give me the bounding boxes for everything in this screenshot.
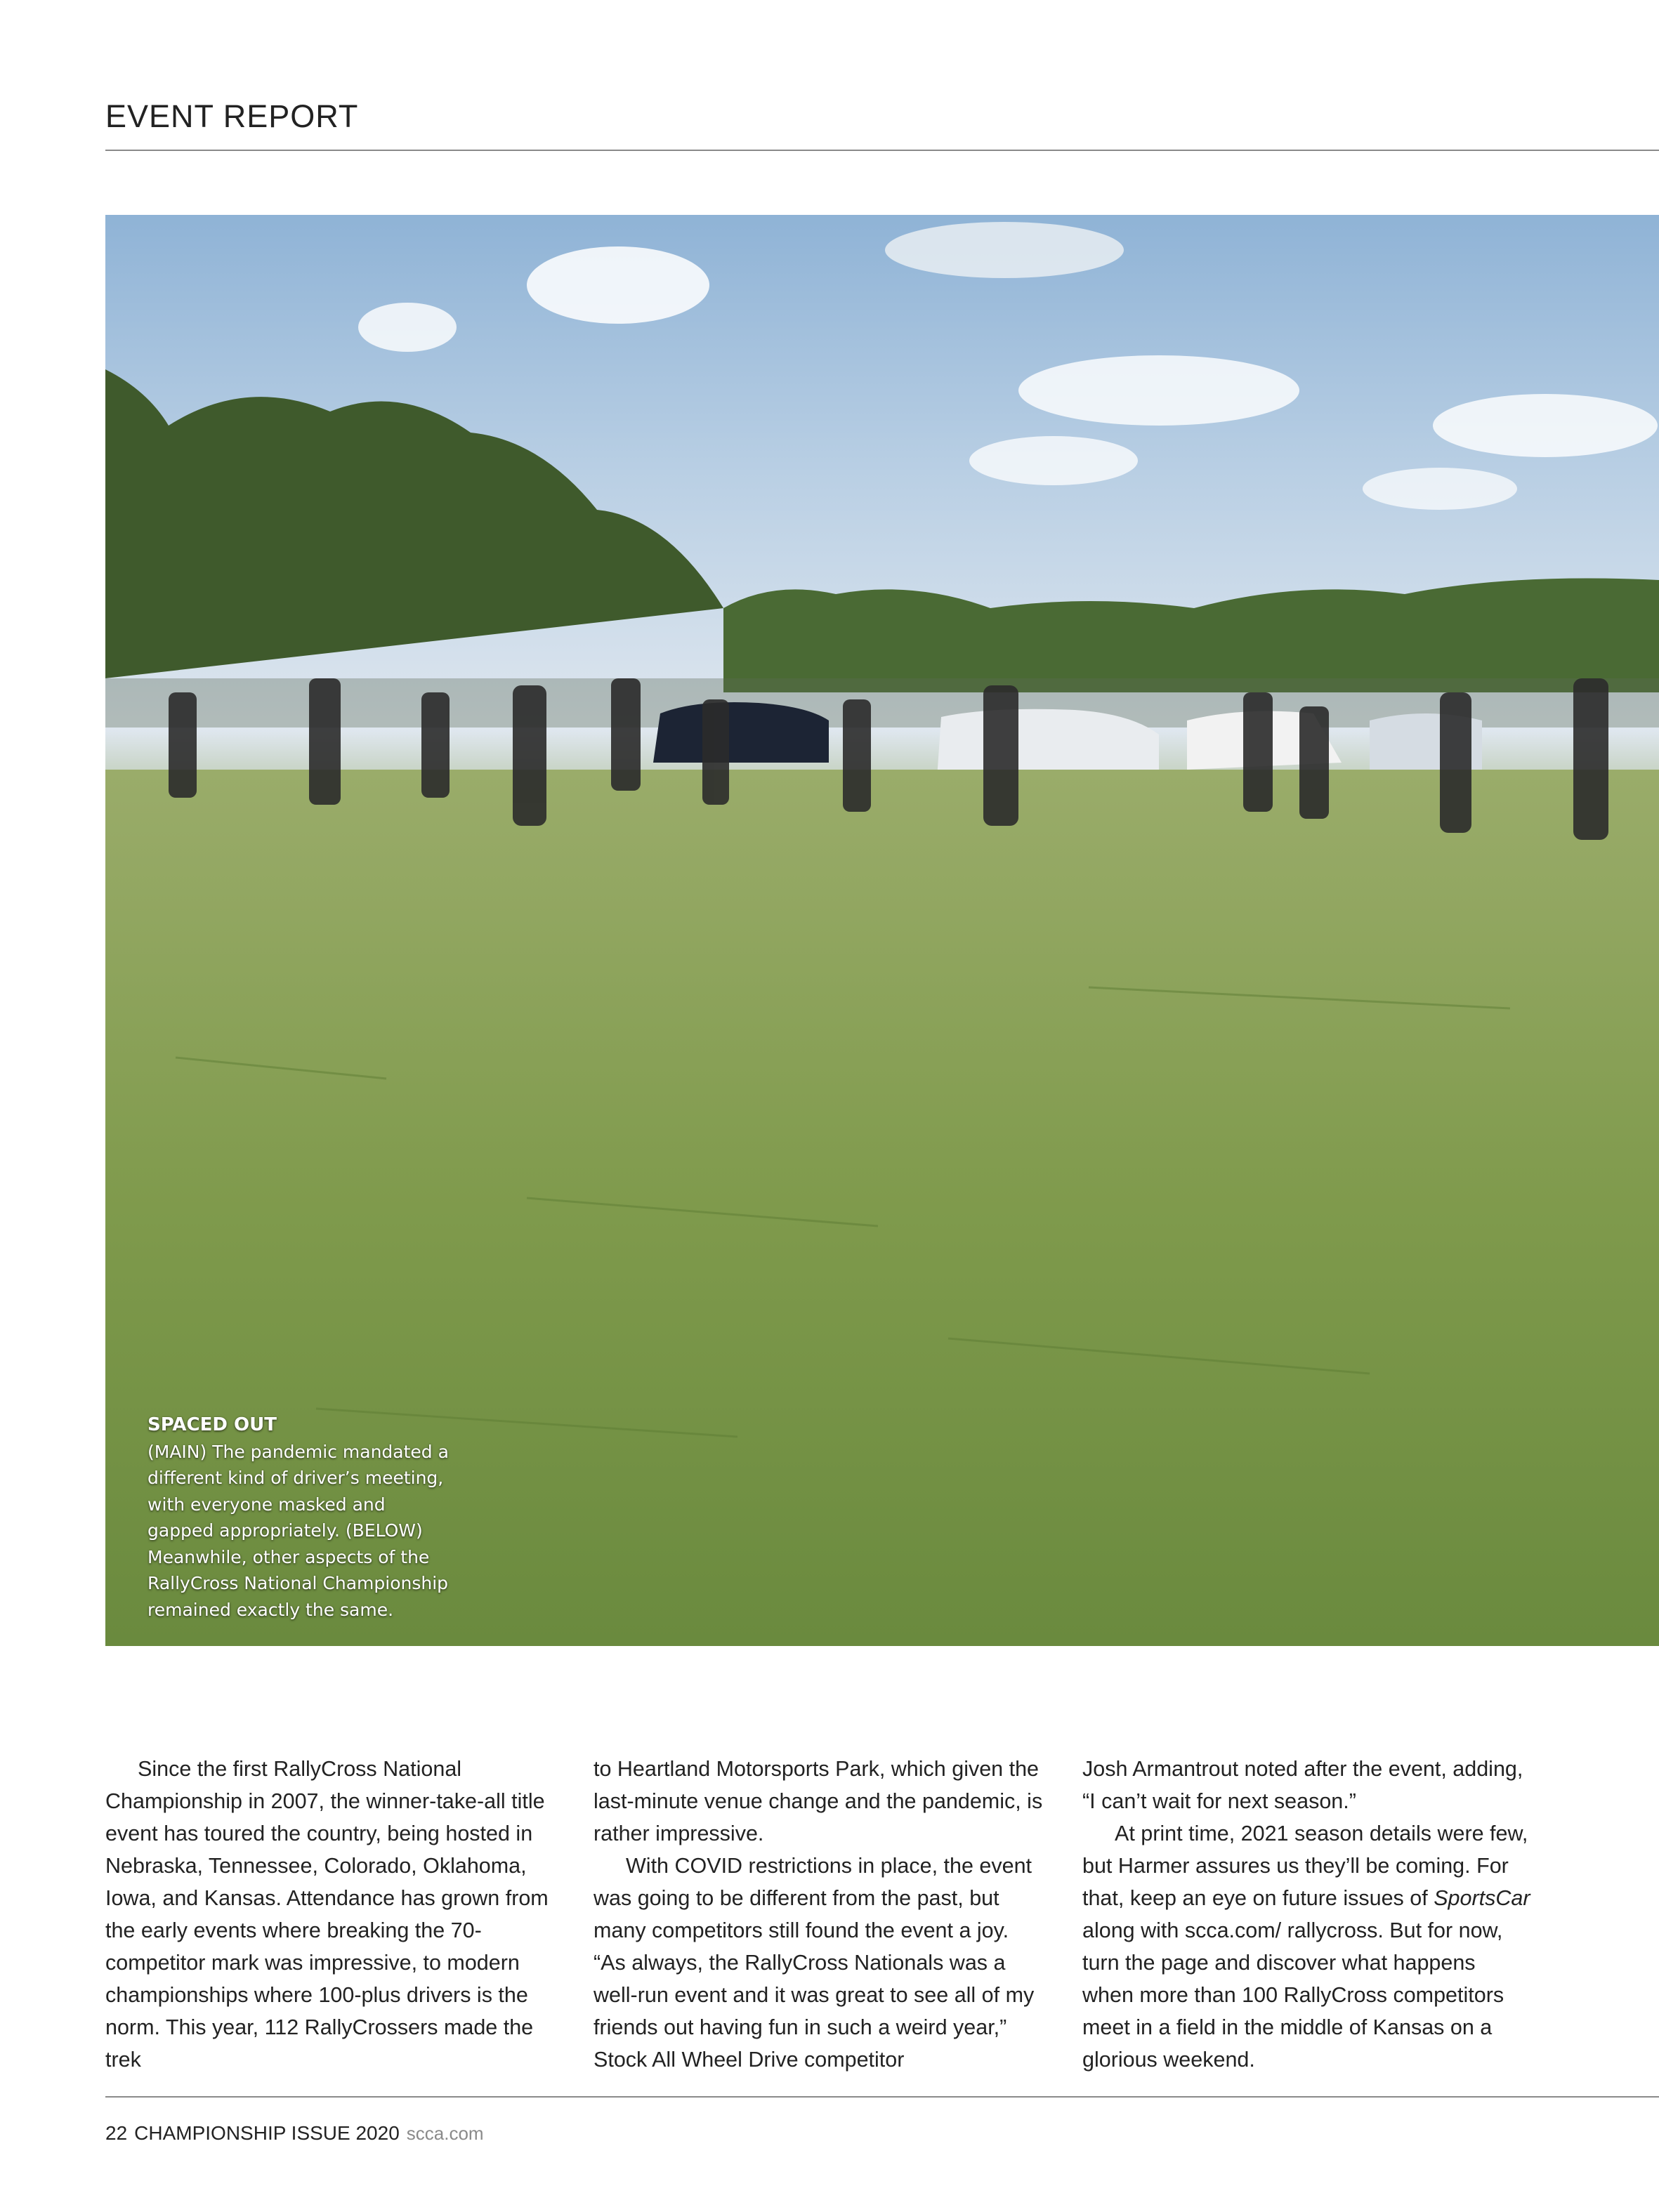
paragraph: Since the first RallyCross National Championship in 2007, the winner-take-all title event has toured the country, being hosted in Nebraska, Tennessee, Colorado, Oklahoma, Iowa, and Kansas. Attendance has grown from the early events where breaking the 70-competitor mark was impressive, to modern championships where 100-plus drivers is the norm. This year, 112 RallyCrossers made the trek — [105, 1757, 549, 2072]
footer-divider — [105, 2096, 1659, 2098]
page-footer — [105, 2122, 491, 2145]
caption-title: SPACED OUT — [147, 1414, 277, 1435]
header-divider — [105, 150, 1659, 151]
page-number: 22 — [105, 2122, 128, 2144]
section-label: EVENT REPORT — [105, 98, 359, 134]
paragraph — [1082, 1817, 1532, 2076]
paragraph-text: At print time, 2021 season details were few, but Harmer assures us they’ll be coming. For that, keep an eye on future issues of — [1082, 1822, 1528, 1910]
paragraph: Josh Armantrout noted after the event, adding, “I can’t wait for next season.” — [1082, 1757, 1523, 1813]
article-column-2 — [594, 1753, 1043, 2076]
main-photo — [105, 215, 1659, 1646]
site-url: scca.com — [406, 2123, 484, 2144]
paragraph: With COVID restrictions in place, the event was going to be different from the past, but many competitors still found the event a joy. “As always, the RallyCross Nationals was a well-run event and it was great to see all of my friends out having fun in such a weird year,” Stock All Wheel Drive competitor — [594, 1854, 1035, 2072]
article-column-1 — [105, 1753, 555, 2076]
caption-body: (MAIN) The pandemic mandated a different kind of driver’s meeting, with everyone masked and gapped appropriately. (BELOW) Meanwhile, other aspects of the RallyCross National Championship remained exactly the same. — [147, 1441, 449, 1620]
magazine-title: SportsCar — [1434, 1886, 1530, 1910]
issue-name: CHAMPIONSHIP ISSUE 2020 — [134, 2122, 400, 2144]
article-column-3 — [1082, 1753, 1532, 2076]
paragraph: to Heartland Motorsports Park, which given the last-minute venue change and the pandemic, is rather impressive. — [594, 1757, 1043, 1845]
photo-caption — [147, 1412, 457, 1623]
paragraph-text: along with scca.com/ rallycross. But for now, turn the page and discover what happens when more than 100 RallyCross competitors meet in a field in the middle of Kansas on a glorious weekend. — [1082, 1918, 1504, 2072]
